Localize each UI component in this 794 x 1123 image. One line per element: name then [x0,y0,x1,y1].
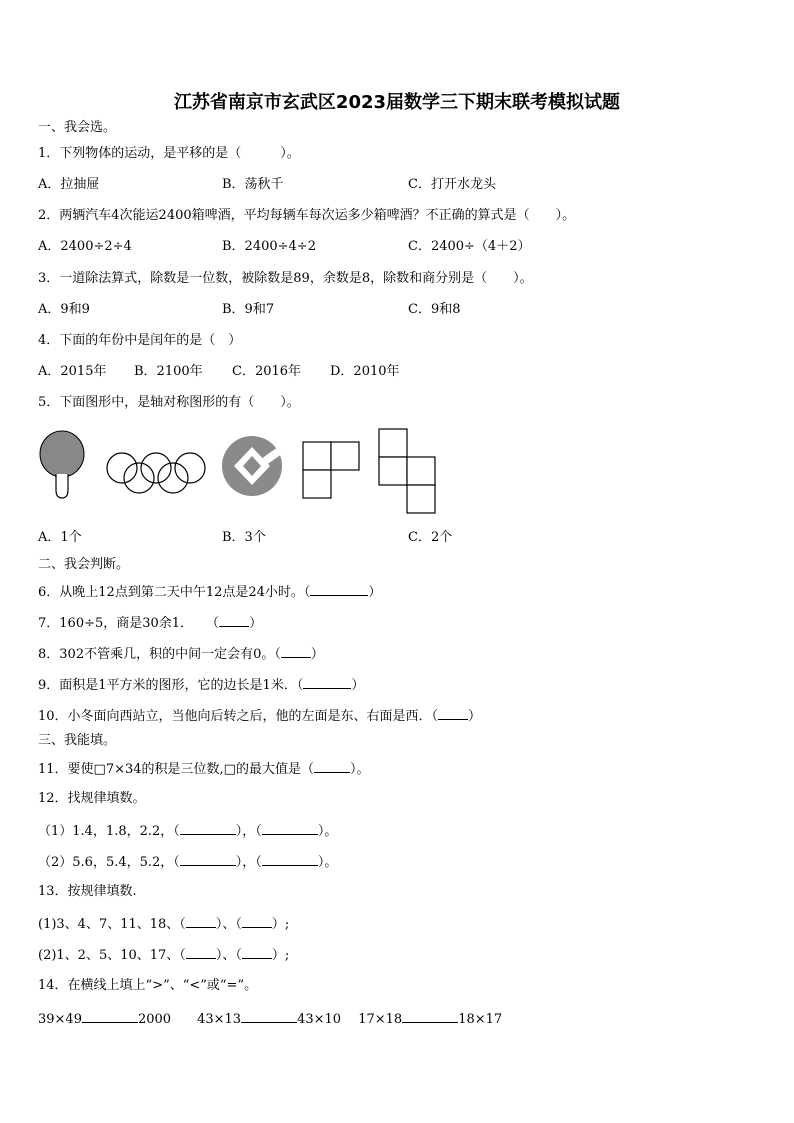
q5-option-c[interactable]: C．2个 [408,530,453,545]
answer-blank[interactable] [438,707,468,720]
question-4: 4．下面的年份中是闰年的是（ ） [38,333,242,348]
question-12-part-2: （2）5.6，5.4，5.2，（ ），（ ）。 [38,855,338,870]
answer-blank[interactable] [262,822,318,835]
answer-blank[interactable] [314,760,350,773]
q5-option-a[interactable]: A．1个 [38,530,82,545]
answer-blank[interactable] [186,946,216,959]
question-1: 1．下列物体的运动，是平移的是（ ）。 [38,146,300,161]
answer-blank[interactable] [310,583,368,596]
question-3: 3．一道除法算式，除数是一位数，被除数是89，余数是8，除数和商分别是（ ）。 [38,271,533,286]
question-14: 14．在横线上填上“>”、“<”或“=”。 [38,978,258,993]
answer-blank[interactable] [186,915,216,928]
ping-pong-paddle-figure [38,430,88,502]
q5-option-b[interactable]: B．3个 [222,530,266,545]
l-shape-squares-figure [302,441,362,499]
q3-option-b[interactable]: B．9和7 [222,302,275,317]
q2-option-a[interactable]: A．2400÷2÷4 [38,239,132,254]
olympic-rings-figure [104,450,209,492]
question-13: 13．按规律填数. [38,884,137,899]
question-10: 10．小冬面向西站立，当他向后转之后，他的左面是东、右面是西．（ ） [38,709,482,724]
answer-blank[interactable] [303,676,351,689]
question-6: 6．从晚上12点到第二天中午12点是24小时。（ ） [38,585,382,600]
answer-blank[interactable] [281,645,311,658]
q2-option-c[interactable]: C．2400÷（4＋2） [408,239,531,254]
question-12: 12．找规律填数。 [38,791,146,806]
answer-blank[interactable] [242,946,272,959]
q4-option-b[interactable]: B．2100年 [134,364,203,379]
question-11: 11．要使□7×34的积是三位数,□的最大值是（ ）。 [38,762,370,777]
question-13-part-1: (1)3、4、7、11、18、（ ）、（ ）; [38,917,290,932]
answer-blank[interactable] [242,915,272,928]
question-8: 8．302不管乘几，积的中间一定会有0。（ ） [38,647,324,662]
answer-blank[interactable] [402,1010,458,1023]
answer-blank[interactable] [219,614,249,627]
question-12-part-1: （1）1.4，1.8，2.2，（ ），（ ）。 [38,824,338,839]
question-13-part-2: (2)1、2、5、10、17、（ ）、（ ）; [38,948,290,963]
question-7: 7．160÷5，商是30余1． （ ） [38,616,263,631]
question-2: 2．两辆汽车4次能运2400箱啤酒，平均每辆车每次运多少箱啤酒？不正确的算式是（ ）。 [38,208,576,223]
question-5: 5．下面图形中，是轴对称图形的有（ ）。 [38,395,300,410]
q2-option-b[interactable]: B．2400÷4÷2 [222,239,316,254]
q4-option-d[interactable]: D．2010年 [330,364,400,379]
section-1-heading: 一、我会选。 [38,120,117,135]
section-3-heading: 三、我能填。 [38,733,117,748]
q4-option-a[interactable]: A．2015年 [38,364,107,379]
answer-blank[interactable] [180,853,236,866]
q1-option-a[interactable]: A．拉抽屉 [38,177,100,192]
answer-blank[interactable] [262,853,318,866]
answer-blank[interactable] [180,822,236,835]
q1-option-b[interactable]: B．荡秋千 [222,177,284,192]
q4-option-c[interactable]: C．2016年 [232,364,302,379]
bank-logo-figure [221,435,285,499]
zigzag-squares-figure [378,428,438,514]
section-2-heading: 二、我会判断。 [38,557,130,572]
q3-option-c[interactable]: C．9和8 [408,302,461,317]
question-14-comparisons: 39×49 2000 43×13 43×10 17×18 18×17 [38,1012,503,1027]
answer-blank[interactable] [82,1010,138,1023]
page-title: 江苏省南京市玄武区2023届数学三下期末联考模拟试题 [173,92,621,113]
answer-blank[interactable] [241,1010,297,1023]
q3-option-a[interactable]: A．9和9 [38,302,90,317]
question-9: 9．面积是1平方米的图形，它的边长是1米．（ ） [38,678,365,693]
q1-option-c[interactable]: C．打开水龙头 [408,177,496,192]
